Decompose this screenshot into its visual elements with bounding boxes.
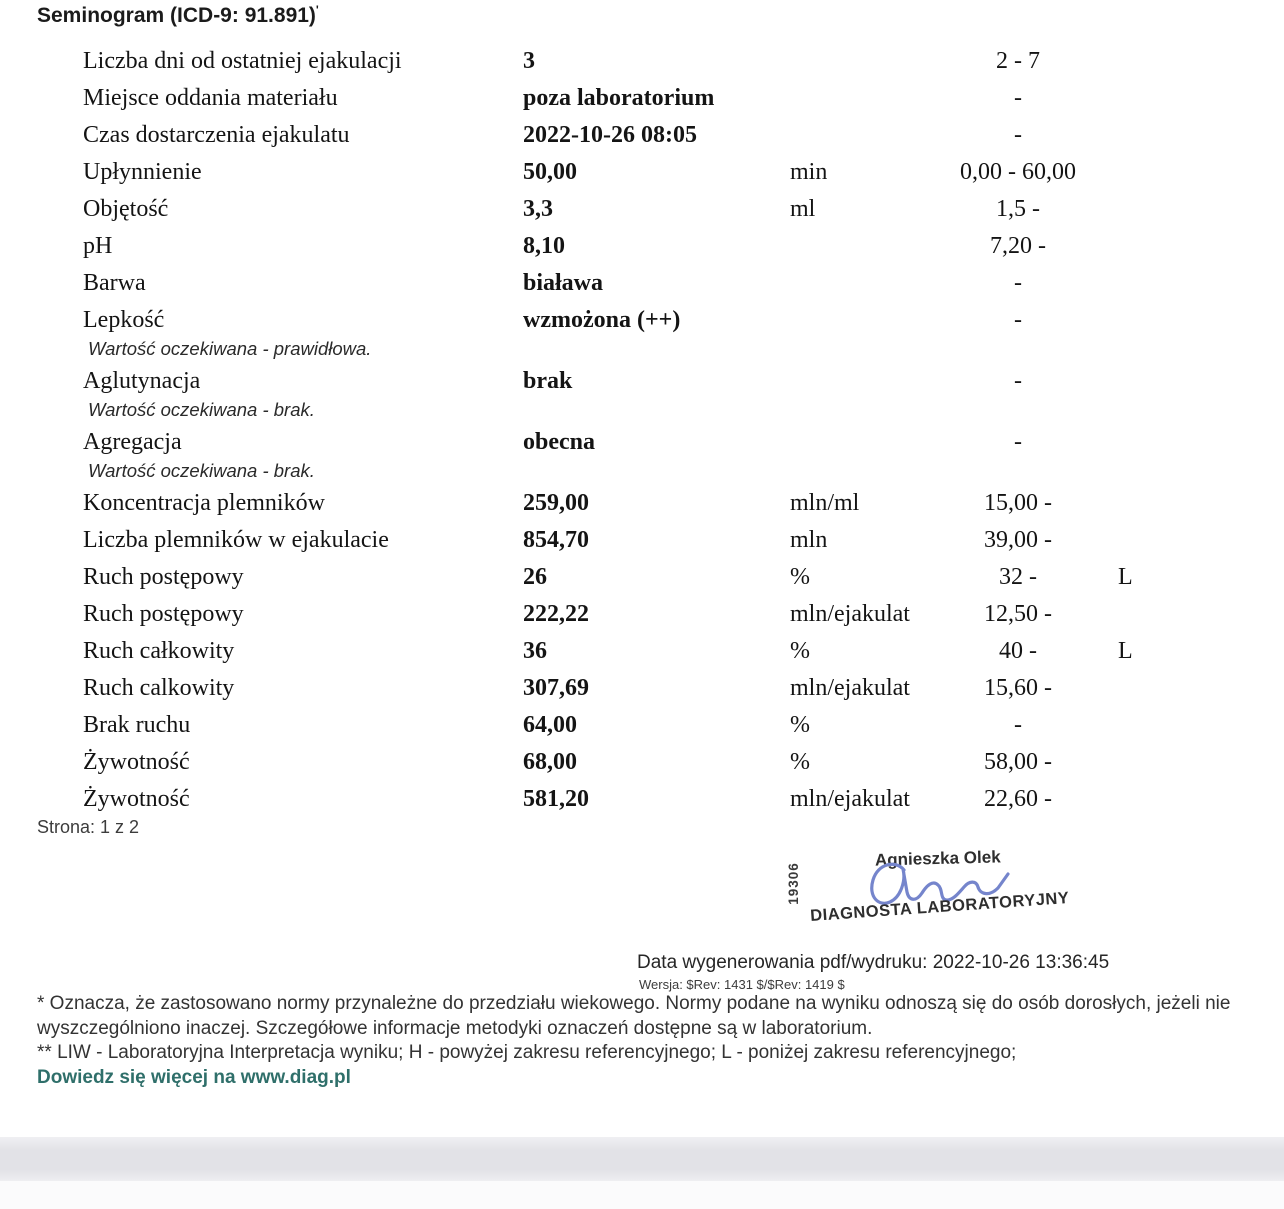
row-value: biaława <box>523 270 604 296</box>
row-reference-range: 58,00 - <box>984 749 1052 775</box>
table-row <box>0 194 1284 231</box>
row-label: Żywotność <box>83 749 190 775</box>
row-unit: % <box>790 638 810 664</box>
table-row <box>0 525 1284 562</box>
row-unit: mln <box>790 527 828 553</box>
row-label: Czas dostarczenia ejakulatu <box>83 122 350 148</box>
row-reference-range: - <box>1014 429 1022 455</box>
row-value: 581,20 <box>523 786 589 812</box>
row-label: Liczba plemników w ejakulacie <box>83 527 389 553</box>
row-label: Koncentracja plemników <box>83 490 325 516</box>
row-value: 2022-10-26 08:05 <box>523 122 697 148</box>
row-value: 3,3 <box>523 196 553 222</box>
row-value: 26 <box>523 564 547 590</box>
row-unit: mln/ejakulat <box>790 601 910 627</box>
row-label: Ruch postępowy <box>83 564 244 590</box>
row-unit: ml <box>790 196 816 222</box>
row-label: Ruch całkowity <box>83 638 235 664</box>
row-value: brak <box>523 368 573 394</box>
row-label: Żywotność <box>83 786 190 812</box>
row-reference-range: 2 - 7 <box>996 48 1040 74</box>
row-reference-range: - <box>1014 368 1022 394</box>
row-label: Objętość <box>83 196 169 222</box>
stamp-role: DIAGNOSTA LABORATORYJNY <box>809 888 1070 926</box>
row-reference-range: 1,5 - <box>996 196 1040 222</box>
row-reference-range: - <box>1014 712 1022 738</box>
row-label: Upłynnienie <box>83 159 202 185</box>
row-reference-range: - <box>1014 307 1022 333</box>
row-label: pH <box>83 233 113 259</box>
page-title-text: Seminogram (ICD-9: 91.891) <box>37 4 316 27</box>
row-label: Ruch postępowy <box>83 601 244 627</box>
row-value: 259,00 <box>523 490 589 516</box>
row-unit: % <box>790 749 810 775</box>
row-label: Barwa <box>83 270 146 296</box>
table-row <box>0 488 1284 525</box>
table-row <box>0 673 1284 710</box>
row-label: Ruch calkowity <box>83 675 235 701</box>
row-label: Liczba dni od ostatniej ejakulacji <box>83 48 402 74</box>
page-number: Strona: 1 z 2 <box>37 817 140 837</box>
footnote-line-3: ** LIW - Laboratoryjna Interpretacja wyniku; H - powyżej zakresu referencyjnego; L - poniżej zakresu referencyjnego; <box>37 1042 1017 1063</box>
title-footnote-mark: ' <box>315 3 319 17</box>
bottom-margin-area <box>0 1181 1284 1209</box>
row-unit: % <box>790 712 810 738</box>
footnote-line-1: * Oznacza, że zastosowano normy przynależne do przedziału wiekowego. Normy podane na wyniku odnoszą się do osób dorosłych, jeżeli nie <box>37 993 1231 1014</box>
table-row <box>0 599 1284 636</box>
row-flag: L <box>1118 638 1133 664</box>
row-value: 854,70 <box>523 527 589 553</box>
row-reference-range: 12,50 - <box>984 601 1052 627</box>
row-unit: mln/ml <box>790 490 860 516</box>
bottom-gray-band <box>0 1137 1284 1181</box>
row-reference-range: - <box>1014 122 1022 148</box>
table-row <box>0 157 1284 194</box>
diag-website-link[interactable]: Dowiedz się więcej na www.diag.pl <box>37 1066 351 1088</box>
results-table <box>0 46 1284 821</box>
row-reference-range: 39,00 - <box>984 527 1052 553</box>
table-row <box>0 636 1284 673</box>
row-reference-range: - <box>1014 270 1022 296</box>
row-flag: L <box>1118 564 1133 590</box>
row-label: Brak ruchu <box>83 712 191 738</box>
row-value: 3 <box>523 48 535 74</box>
table-row <box>0 46 1284 83</box>
row-note: Wartość oczekiwana - brak. <box>88 460 315 481</box>
row-value: 8,10 <box>523 233 565 259</box>
table-row <box>0 427 1284 488</box>
row-reference-range: 15,60 - <box>984 675 1052 701</box>
row-note: Wartość oczekiwana - brak. <box>88 399 315 420</box>
row-reference-range: 15,00 - <box>984 490 1052 516</box>
table-row <box>0 562 1284 599</box>
row-label: Miejsce oddania materiału <box>83 85 338 111</box>
row-value: 222,22 <box>523 601 589 627</box>
row-label: Lepkość <box>83 307 165 333</box>
table-row <box>0 784 1284 821</box>
table-row <box>0 268 1284 305</box>
stamp-name: Agnieszka Olek <box>874 847 1001 870</box>
row-value: wzmożona (++) <box>523 307 681 333</box>
generation-version: Wersja: $Rev: 1431 $/$Rev: 1419 $ <box>639 977 845 992</box>
row-unit: mln/ejakulat <box>790 675 910 701</box>
row-value: obecna <box>523 429 595 455</box>
row-value: 64,00 <box>523 712 577 738</box>
row-unit: min <box>790 159 828 185</box>
row-value: 50,00 <box>523 159 577 185</box>
row-label: Agregacja <box>83 429 182 455</box>
row-value: 68,00 <box>523 749 577 775</box>
row-label: Aglutynacja <box>83 368 201 394</box>
generation-date: Data wygenerowania pdf/wydruku: 2022-10-26 13:36:45 <box>637 952 1110 973</box>
row-note: Wartość oczekiwana - prawidłowa. <box>88 338 372 359</box>
table-row <box>0 120 1284 157</box>
row-reference-range: 40 - <box>999 638 1037 664</box>
table-row <box>0 366 1284 427</box>
row-unit: mln/ejakulat <box>790 786 910 812</box>
row-reference-range: 22,60 - <box>984 786 1052 812</box>
row-reference-range: 0,00 - 60,00 <box>960 159 1076 185</box>
footnotes <box>37 992 1267 1090</box>
table-row <box>0 305 1284 366</box>
stamp-number: 19306 <box>785 862 801 905</box>
signature-stamp <box>785 840 1088 940</box>
table-row <box>0 710 1284 747</box>
row-unit: % <box>790 564 810 590</box>
table-row <box>0 231 1284 268</box>
page-title <box>37 3 319 28</box>
row-reference-range: 7,20 - <box>990 233 1046 259</box>
row-value: 36 <box>523 638 547 664</box>
row-value: 307,69 <box>523 675 589 701</box>
footnote-line-2: wyszczególniono inaczej. Szczegółowe informacje metodyki oznaczeń dostępne są w laboratorium. <box>37 1017 873 1039</box>
row-reference-range: 32 - <box>999 564 1037 590</box>
row-value: poza laboratorium <box>523 85 715 111</box>
row-reference-range: - <box>1014 85 1022 111</box>
table-row <box>0 747 1284 784</box>
table-row <box>0 83 1284 120</box>
